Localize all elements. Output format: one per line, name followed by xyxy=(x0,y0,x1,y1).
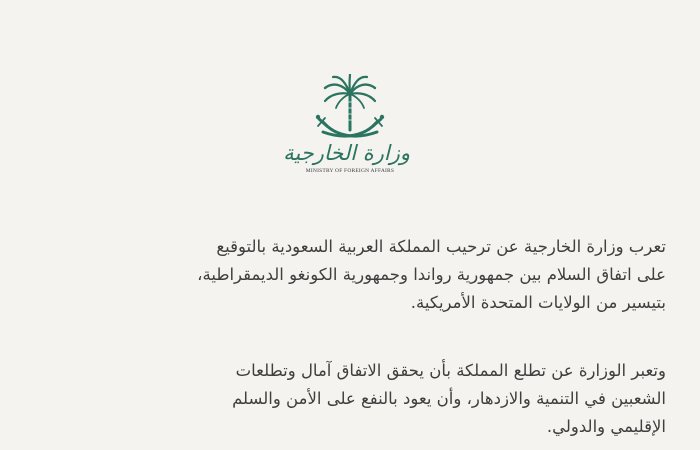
paragraph-2-line-2: الشعبين في التنمية والازدهار، وأن يعود بالنفع على الأمن والسلم xyxy=(232,389,666,408)
palm-and-swords-emblem-icon xyxy=(303,74,397,148)
paragraph-1-line-2: على اتفاق السلام بين جمهورية رواندا وجمهورية الكونغو الديمقراطية، xyxy=(197,265,666,284)
paragraph-1-line-3: بتيسير من الولايات المتحدة الأمريكية. xyxy=(410,293,666,312)
statement-paragraph-1 xyxy=(26,233,666,317)
paragraph-1-line-1: تعرب وزارة الخارجية عن ترحيب المملكة العربية السعودية بالتوقيع xyxy=(216,237,666,256)
statement-paragraph-2 xyxy=(26,357,666,441)
ministry-name-english: MINISTRY OF FOREIGN AFFAIRS xyxy=(305,168,395,174)
paragraph-2-line-1: وتعبر الوزارة عن تطلع المملكة بأن يحقق الاتفاق آمال وتطلعات xyxy=(235,361,666,380)
ministry-name-arabic: وزارة الخارجية xyxy=(283,141,410,165)
paragraph-2-line-3: الإقليمي والدولي. xyxy=(546,417,666,436)
